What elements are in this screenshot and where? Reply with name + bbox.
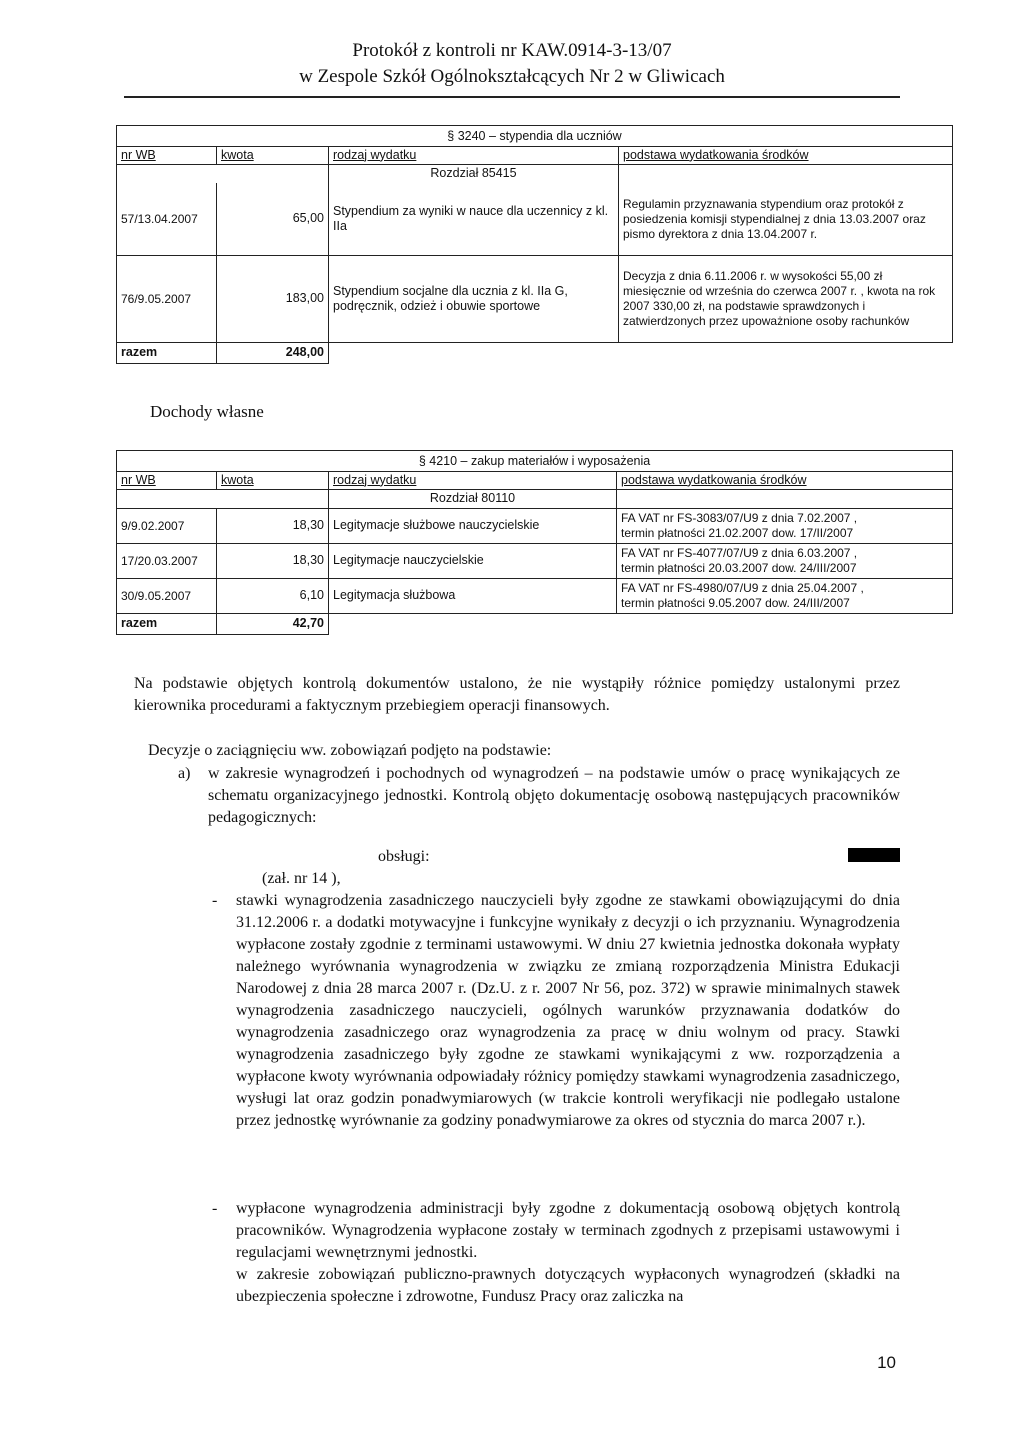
list-marker-a: a) (178, 765, 191, 782)
table-cell-rodzaj: Stypendium za wyniki w nauce dla uczennicy z kl. IIa (329, 183, 619, 256)
paragraph-a: w zakresie wynagrodzeń i pochodnych od wynagrodzeń – na podstawie umów o pracę wynikających ze schematu organizacyjnego jednostki. Kontrolą objęto dokumentację osobową następujących pracowników pedagogicznych: (208, 765, 900, 826)
table-cell-podstawa: termin płatności 21.02.2007 dow. 17/II/2007 (621, 526, 854, 541)
column-header-kwota: kwota (217, 146, 329, 165)
table-cell-podstawa: FA VAT nr FS-3083/07/U9 z dnia 7.02.2007 , (621, 511, 858, 526)
table-row (117, 544, 953, 579)
paragraph-decisions: Decyzje o zaciągnięciu ww. zobowiązań podjęto na podstawie: (148, 742, 552, 759)
section-title: Dochody własne (150, 402, 264, 421)
stypendia-table (116, 125, 953, 364)
document-title: Protokół z kontroli nr KAW.0914-3-13/07 (352, 40, 672, 61)
table-cell-nr: 76/9.05.2007 (117, 256, 217, 343)
table-caption: § 4210 – zakup materiałów i wyposażenia (117, 451, 953, 472)
table-cell-rodzaj: Legitymacje nauczycielskie (329, 544, 617, 579)
table-cell-nr: 9/9.02.2007 (117, 509, 217, 544)
table-cell-nr: 30/9.05.2007 (117, 579, 217, 614)
table-cell-kwota: 18,30 (217, 509, 329, 544)
table-cell-nr: 57/13.04.2007 (117, 183, 217, 256)
redaction-bar (848, 848, 900, 862)
document-subtitle: w Zespole Szkół Ogólnokształcących Nr 2 w Gliwicach (299, 66, 725, 87)
column-header-rodzaj: rodzaj wydatku (329, 146, 619, 165)
table-cell-kwota: 6,10 (217, 579, 329, 614)
table-cell-nr: 17/20.03.2007 (117, 544, 217, 579)
table-cell-podstawa: Regulamin przyznawania stypendium oraz protokół z posiedzenia komisji stypendialnej z dnia 13.03.2007 oraz pismo dyrektora z dnia 13.04.2007 r. (619, 183, 953, 256)
table-cell-rodzaj: Stypendium socjalne dla ucznia z kl. IIa G, podręcznik, odzież i obuwie sportowe (329, 256, 619, 343)
attachment-ref: (zał. nr 14 ), (262, 870, 341, 887)
column-header-nr: nr WB (117, 471, 217, 490)
rozdzial-label: Rozdział 85415 (329, 165, 619, 184)
table-cell-kwota: 65,00 (217, 183, 329, 256)
razem-label: razem (117, 343, 217, 364)
table-row (117, 579, 953, 614)
page-number: 10 (877, 1353, 896, 1372)
header-rule (124, 96, 900, 98)
obslugi-label: obsługi: (378, 848, 430, 865)
razem-value: 42,70 (217, 614, 329, 635)
table-caption: § 3240 – stypendia dla uczniów (117, 126, 953, 147)
column-header-rodzaj: rodzaj wydatku (329, 471, 617, 490)
paragraph-bullet-2: wypłacone wynagrodzenia administracji były zgodne z dokumentacją osobową objętych kontrolą pracowników. Wynagrodzenia wypłacone zostały w terminach zgodnych z przepisami ustawowymi i regulacjami wewnętrznymi jednostki. (236, 1200, 900, 1261)
table-cell-podstawa: FA VAT nr FS-4077/07/U9 z dnia 6.03.2007 , (621, 546, 858, 561)
table-cell-podstawa: FA VAT nr FS-4980/07/U9 z dnia 25.04.2007 , (621, 581, 864, 596)
paragraph-findings: Na podstawie objętych kontrolą dokumentów ustalono, że nie wystąpiły różnice pomiędzy ustalonymi przez kierownika procedurami a faktycznym przebiegiem operacji finansowych. (134, 675, 900, 714)
table-cell-kwota: 183,00 (217, 256, 329, 343)
table-cell-rodzaj: Legitymacje służbowe nauczycielskie (329, 509, 617, 544)
list-dash: - (212, 1200, 218, 1217)
column-header-nr: nr WB (117, 146, 217, 165)
table-cell-podstawa: termin płatności 20.03.2007 dow. 24/III/2007 (621, 561, 857, 576)
list-dash: - (212, 892, 218, 909)
razem-label: razem (117, 614, 217, 635)
table-cell-podstawa: Decyzja z dnia 6.11.2006 r. w wysokości 55,00 zł miesięcznie od września do czerwca 2007 r. , kwota na rok 2007 330,00 zł, na podstawie sprawdzonych i zatwierdzonych przez upoważnione osoby rachunków (619, 256, 953, 343)
table-cell-kwota: 18,30 (217, 544, 329, 579)
materialy-table (116, 450, 953, 635)
paragraph-bullet-1: stawki wynagrodzenia zasadniczego nauczycieli były zgodne ze stawkami obowiązującymi do dnia 31.12.2006 r. a dodatki motywacyjne i funkcyjne wynikały z decyzji o ich przyznaniu. Wynagrodzenia wypłacone zostały zgodnie z terminami ustawowymi. W dniu 27 kwietnia jednostka dokonała wypłaty należnego wyrównania wynagrodzenia w związku ze zmianą rozporządzenia Ministra Edukacji Narodowej z dnia 28 marca 2007 r. (Dz.U. z r. 2007 Nr 56, poz. 372) w sprawie minimalnych stawek wynagrodzenia zasadniczego nauczycieli, ogólnych warunków przyznawania dodatków do wynagrodzenia zasadniczego oraz wynagrodzenia za pracę w dniu wolnym od pracy. Stawki wynagrodzenia zasadniczego były zgodne ze stawkami wynikającymi z ww. rozporządzenia a wypłacone kwoty wyrównania odpowiadały różnicy pomiędzy stawkami wynagrodzenia zasadniczego, wysługi lat oraz godzin ponadwymiarowych (w trakcie kontroli weryfikacji nie podlegało ustalone przez jednostkę wyrównanie za godziny ponadwymiarowe za okres od stycznia do marca 2007 r.). (236, 892, 900, 1129)
paragraph-public-obligations: w zakresie zobowiązań publiczno-prawnych dotyczących wypłaconych wynagrodzeń (składki na ubezpieczenia społeczne i zdrowotne, Fundusz Pracy oraz zaliczka na (236, 1266, 900, 1305)
rozdzial-label: Rozdział 80110 (329, 490, 617, 509)
table-cell-rodzaj: Legitymacja służbowa (329, 579, 617, 614)
column-header-podstawa: podstawa wydatkowania środków (617, 471, 953, 490)
table-cell-podstawa: termin płatności 9.05.2007 dow. 24/III/2007 (621, 596, 850, 611)
razem-value: 248,00 (217, 343, 329, 364)
column-header-kwota: kwota (217, 471, 329, 490)
column-header-podstawa: podstawa wydatkowania środków (619, 146, 953, 165)
table-row (117, 509, 953, 544)
